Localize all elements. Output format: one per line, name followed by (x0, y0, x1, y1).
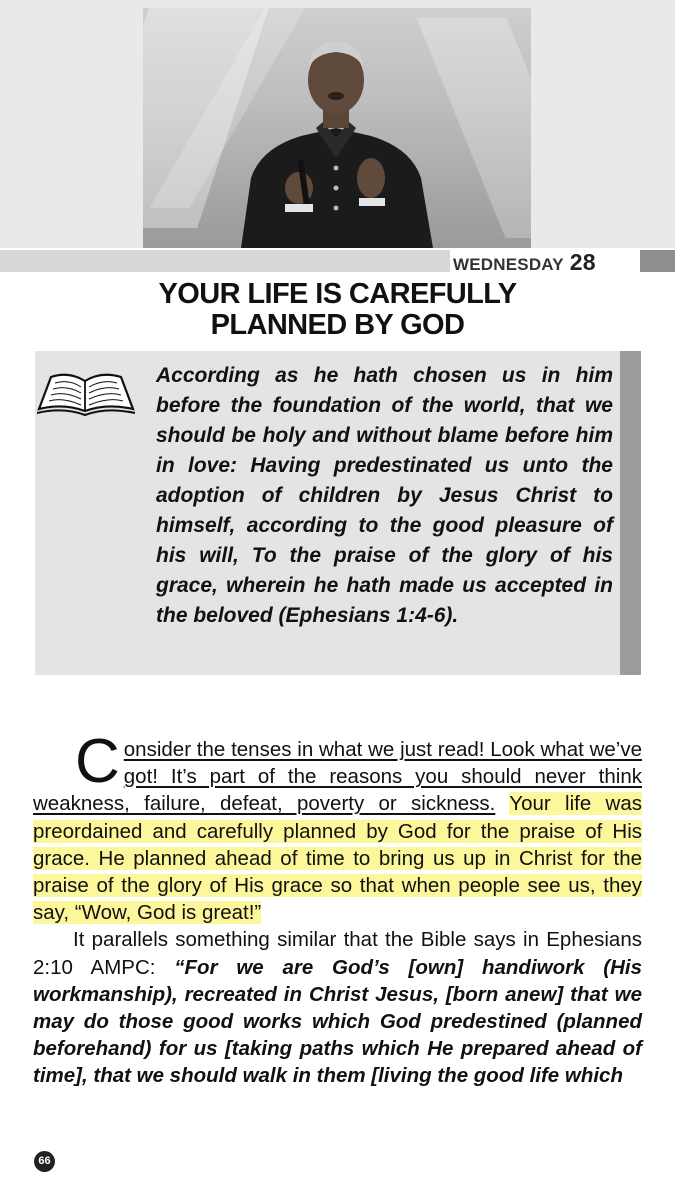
title-line-2: PLANNED BY GOD (210, 309, 465, 341)
title-line-1: YOUR LIFE IS CAREFULLY (158, 278, 517, 310)
scripture-text: According as he hath chosen us in him before the foundation of the world, that we should be holy and without blame before him in love: Having predestinated us unto the adoption of children by Jesus Christ to himself, according to the good pleasure of his will, To the praise of the glory of his grace, wherein he hath made us accepted in the beloved (Ephesians 1:4-6). (156, 364, 613, 627)
scripture-box (35, 351, 641, 675)
scripture-accent-bar (620, 351, 641, 675)
open-book-icon (35, 365, 137, 417)
day-number: 28 (569, 249, 596, 275)
paragraph-2-intro: It parallels something similar that the Bible says in Ephesians 2:10 AMPC: (33, 928, 642, 979)
page-title (60, 279, 615, 341)
paragraph-1 (33, 727, 642, 926)
devotional-body (33, 727, 643, 1090)
speaker-photo (143, 8, 531, 248)
paragraph-2 (33, 926, 642, 1089)
highlighted-text: Your life was preordained and carefully planned by God for the praise of His grace. He planned ahead of time to bring us up in Christ for the praise of the glory of His grace so that when people see us, they say, “Wow, God is great!” (33, 792, 642, 925)
date-label (453, 250, 596, 274)
paragraph-2-quote: “For we are God’s [own] handiwork (His workmanship), recreated in Christ Jesus, [born anew] that we may do those good works which God predestined (planned beforehand) for us [taking paths which He prepared ahead of time], that we should walk in them [living the good life which (33, 955, 643, 1088)
date-strip-right (640, 250, 675, 272)
speaker-figure (221, 28, 451, 248)
day-name: WEDNESDAY (453, 255, 564, 274)
date-strip-left (0, 250, 450, 272)
drop-cap: C (75, 727, 120, 796)
underlined-text: onsider the tenses in what we just read! Look what we’ve got! It’s part of the reasons you should never think weakness, failure, defeat, poverty or sickness. (33, 738, 642, 816)
page-number: 66 (34, 1151, 55, 1172)
